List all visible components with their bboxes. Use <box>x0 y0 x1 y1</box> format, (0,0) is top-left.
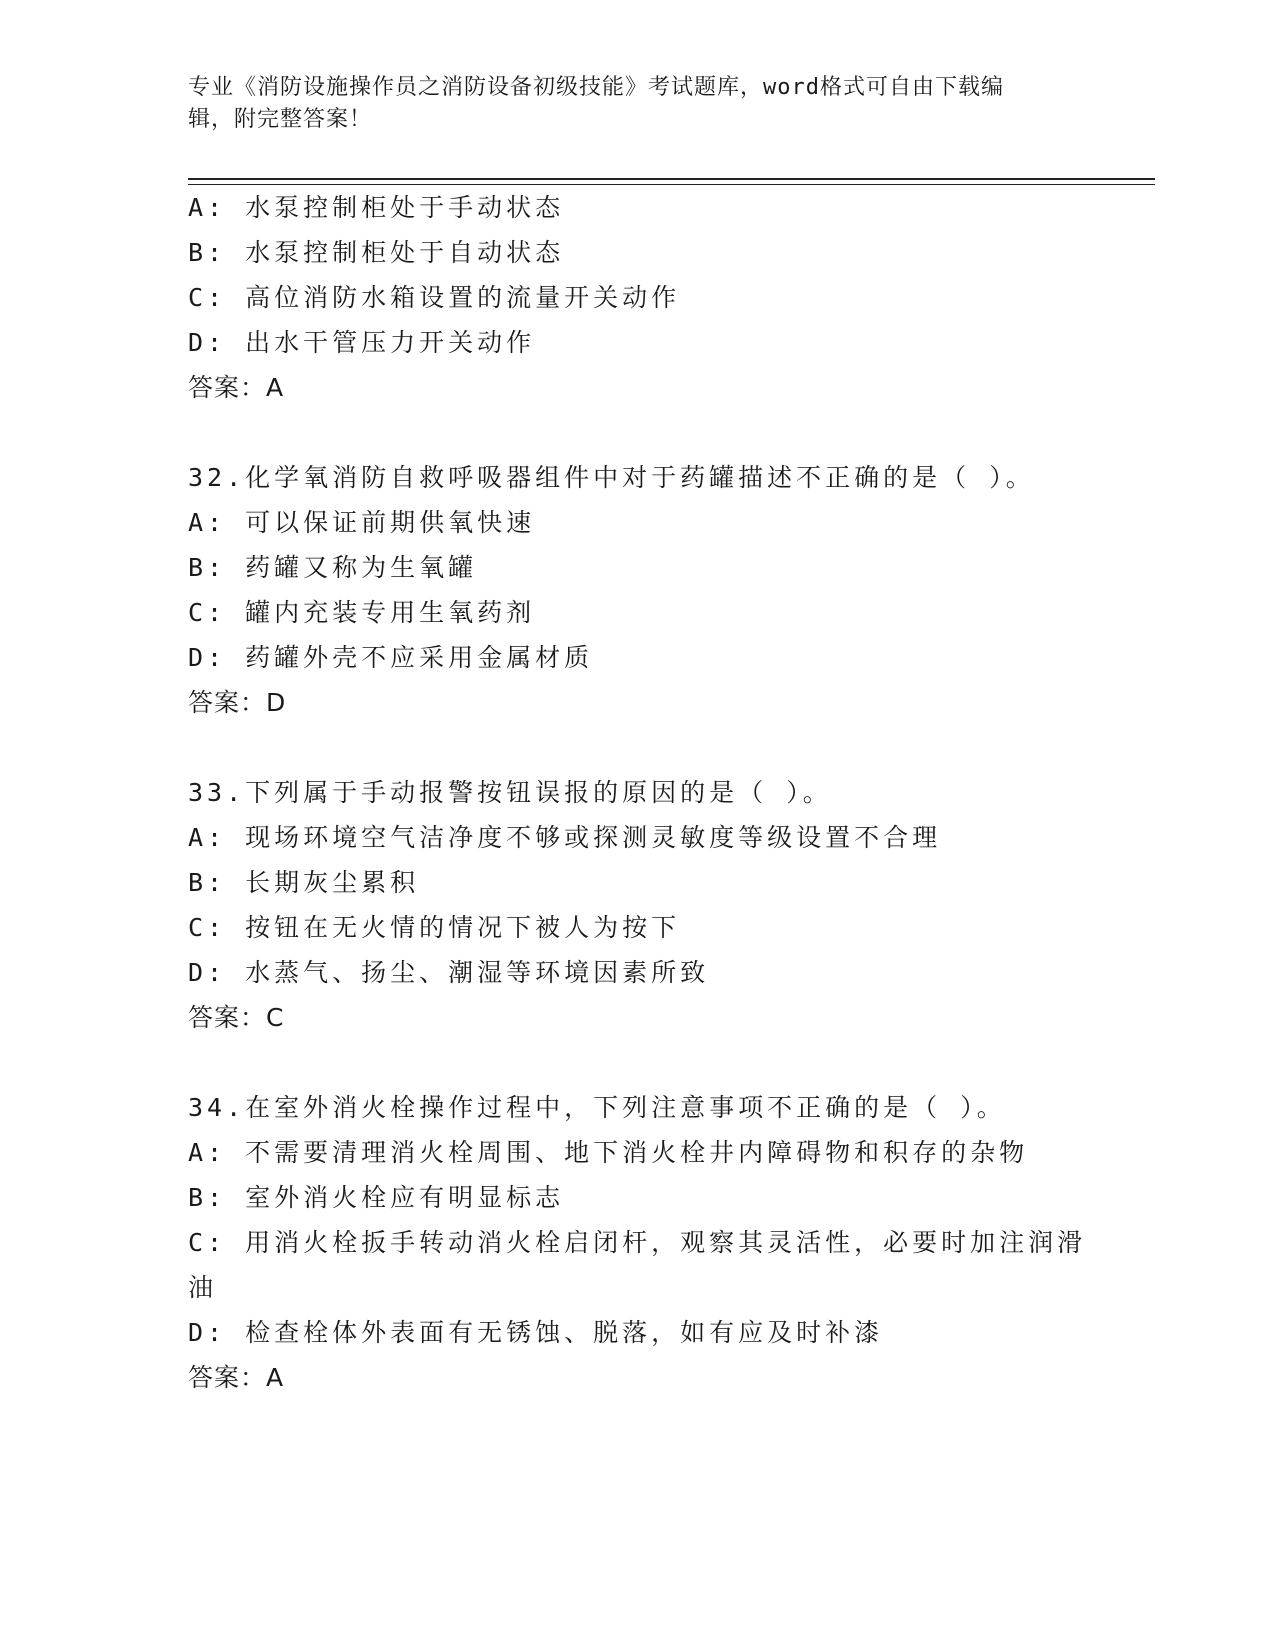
q33-option-a: A: 现场环境空气洁净度不够或探测灵敏度等级设置不合理 <box>188 823 942 852</box>
q33-option-d: D: 水蒸气、扬尘、潮湿等环境因素所致 <box>188 958 710 987</box>
q34-option-c-line-2: 油 <box>188 1273 218 1302</box>
q32-option-c: C: 罐内充装专用生氧药剂 <box>188 598 536 627</box>
q32-option-d: D: 药罐外壳不应采用金属材质 <box>188 643 594 672</box>
q33-question: 33.下列属于手动报警按钮误报的原因的是（ ）。 <box>188 778 832 807</box>
q33-option-c: C: 按钮在无火情的情况下被人为按下 <box>188 913 681 942</box>
q34-option-c-line-1: C: 用消火栓扳手转动消火栓启闭杆，观察其灵活性，必要时加注润滑 <box>188 1228 1087 1257</box>
q32-option-b: B: 药罐又称为生氧罐 <box>188 553 478 582</box>
q32-answer: 答案：D <box>188 688 287 717</box>
q31-option-d: D: 出水干管压力开关动作 <box>188 328 536 357</box>
q32-question: 32.化学氧消防自救呼吸器组件中对于药罐描述不正确的是（ ）。 <box>188 463 1035 492</box>
q34-question: 34.在室外消火栓操作过程中，下列注意事项不正确的是（ ）。 <box>188 1093 1006 1122</box>
q32-option-a: A: 可以保证前期供氧快速 <box>188 508 536 537</box>
q31-option-a: A: 水泵控制柜处于手动状态 <box>188 193 565 222</box>
q31-option-b: B: 水泵控制柜处于自动状态 <box>188 238 565 267</box>
q33-option-b: B: 长期灰尘累积 <box>188 868 420 897</box>
q34-option-d: D: 检查栓体外表面有无锈蚀、脱落，如有应及时补漆 <box>188 1318 884 1347</box>
q31-answer: 答案：A <box>188 373 285 402</box>
q31-option-c: C: 高位消防水箱设置的流量开关动作 <box>188 283 681 312</box>
document-header <box>188 72 1088 136</box>
q34-option-b: B: 室外消火栓应有明显标志 <box>188 1183 565 1212</box>
header-divider <box>188 178 1155 185</box>
q34-option-a: A: 不需要清理消火栓周围、地下消火栓井内障碍物和积存的杂物 <box>188 1138 1029 1167</box>
q34-answer: 答案：A <box>188 1363 285 1392</box>
q33-answer: 答案：C <box>188 1003 285 1032</box>
header-line-2: 辑，附完整答案！ <box>188 107 373 132</box>
header-line-1: 专业《消防设施操作员之消防设备初级技能》考试题库，word格式可自由下载编 <box>188 75 1004 100</box>
